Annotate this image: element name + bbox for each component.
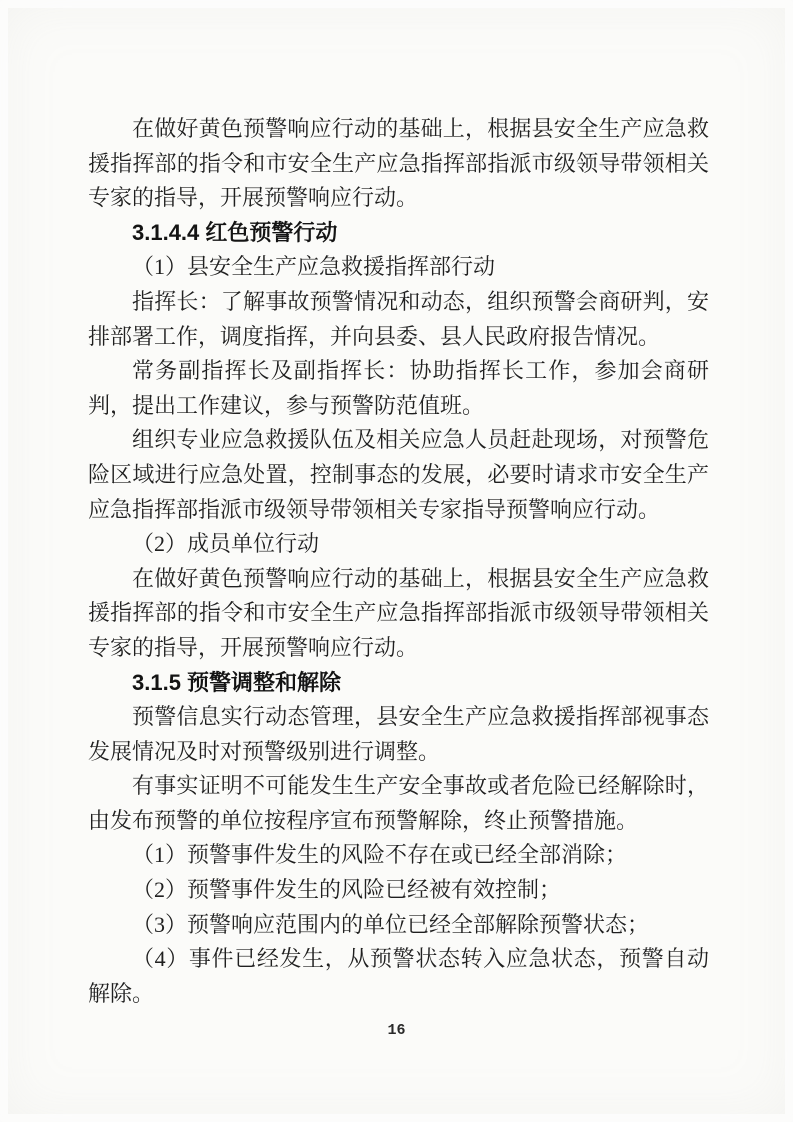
paragraph-warning-release-condition: 有事实证明不可能发生生产安全事故或者危险已经解除时，由发布预警的单位按程序宣布预警解除，终止预警措施。 — [88, 773, 709, 833]
paragraph-release-item-1: （1）预警事件发生的风险不存在或已经全部消除； — [132, 842, 628, 868]
page-content — [88, 112, 709, 1011]
paragraph-yellow-warning-basis: 在做好黄色预警响应行动的基础上，根据县安全生产应急救援指挥部的指令和市安全生产应急指挥部指派市级领导带领相关专家的指导，开展预警响应行动。 — [88, 116, 709, 211]
page-number: 16 — [387, 1022, 406, 1039]
paragraph-item-1-county-hq-action: （1）县安全生产应急救援指挥部行动 — [132, 254, 496, 280]
paragraph-yellow-warning-basis-2: 在做好黄色预警响应行动的基础上，根据县安全生产应急救援指挥部的指令和市安全生产应急指挥部指派市级领导带领相关专家的指导，开展预警响应行动。 — [88, 565, 709, 660]
paragraph-item-2-member-unit-action: （2）成员单位行动 — [132, 531, 320, 557]
paragraph-rescue-team-dispatch: 组织专业应急救援队伍及相关应急人员赶赴现场，对预警危险区域进行应急处置，控制事态的发展，必要时请求市安全生产应急指挥部指派市级领导带领相关专家指导预警响应行动。 — [88, 427, 709, 522]
paragraph-deputy-commander-duties: 常务副指挥长及副指挥长：协助指挥长工作，参加会商研判，提出工作建议，参与预警防范值班。 — [88, 358, 709, 418]
section-heading-3-1-5-warning-adjust: 3.1.5 预警调整和解除 — [132, 669, 342, 695]
paragraph-release-item-2: （2）预警事件发生的风险已经被有效控制； — [132, 877, 562, 903]
paragraph-dynamic-management: 预警信息实行动态管理，县安全生产应急救援指挥部视事态发展情况及时对预警级别进行调整。 — [88, 704, 709, 764]
section-heading-3-1-4-4-red-warning: 3.1.4.4 红色预警行动 — [132, 219, 338, 245]
paragraph-release-item-4: （4）事件已经发生，从预警状态转入应急状态，预警自动解除。 — [88, 946, 709, 1006]
paragraph-commander-duties: 指挥长：了解事故预警情况和动态，组织预警会商研判，安排部署工作，调度指挥，并向县委、县人民政府报告情况。 — [88, 288, 709, 349]
paragraph-release-item-3: （3）预警响应范围内的单位已经全部解除预警状态； — [132, 911, 650, 937]
